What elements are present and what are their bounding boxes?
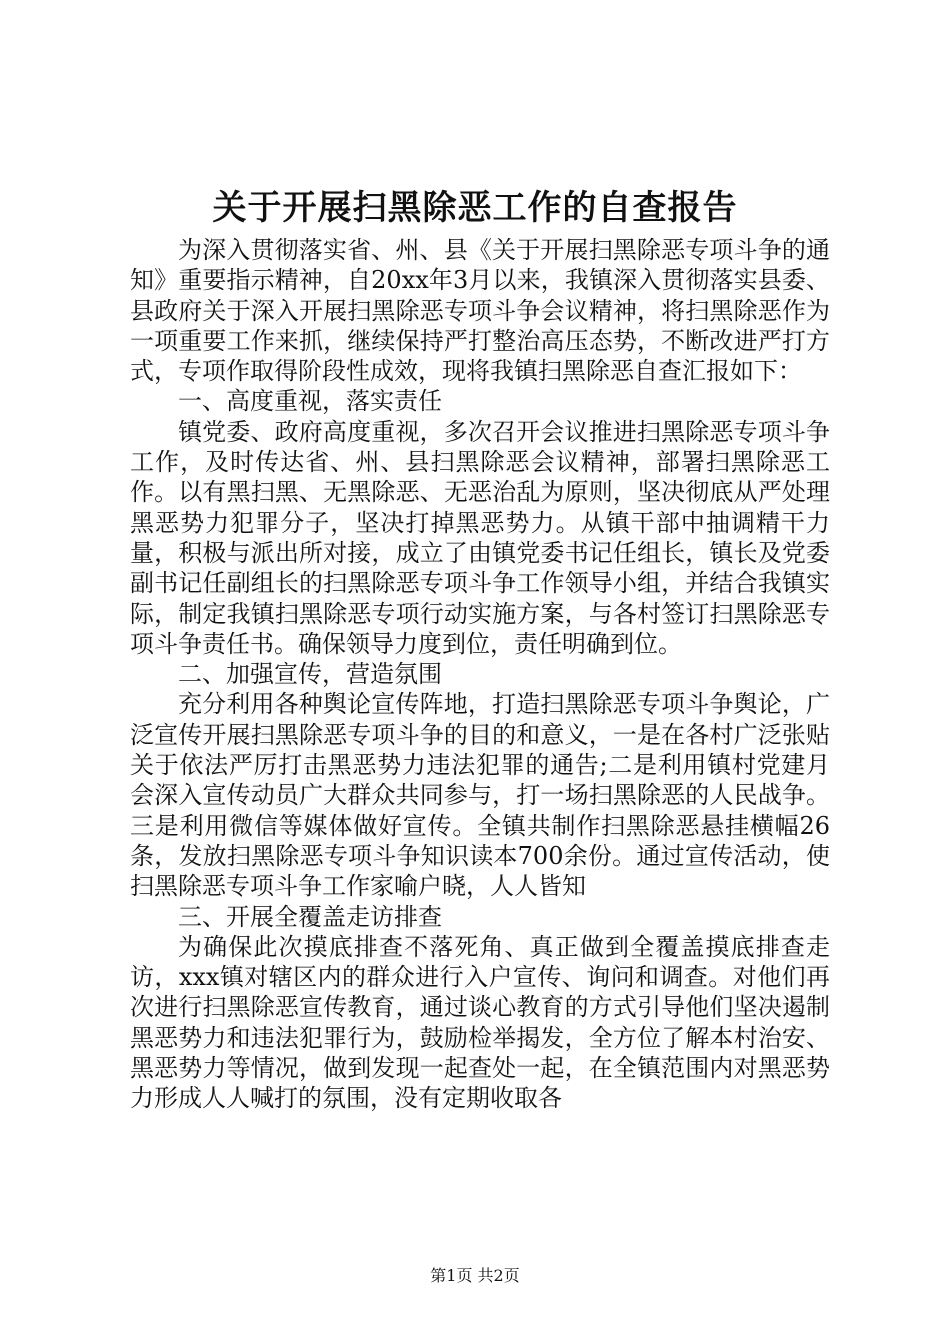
- document-body: [130, 235, 830, 1114]
- intro-paragraph: 为深入贯彻落实省、州、县《关于开展扫黑除恶专项斗争的通知》重要指示精神，自20xx年3月以来，我镇深入贯彻落实县委、县政府关于深入开展扫黑除恶专项斗争会议精神，将扫黑除恶作为一项重要工作来抓，继续保持严打整治高压态势，不断改进严打方式，专项作取得阶段性成效，现将我镇扫黑除恶自查汇报如下：: [130, 236, 830, 386]
- section-heading-3: 三、开展全覆盖走访排查: [178, 902, 442, 931]
- section-paragraph-1: 镇党委、政府高度重视，多次召开会议推进扫黑除恶专项斗争工作，及时传达省、州、县扫黑除恶会议精神，部署扫黑除恶工作。以有黑扫黑、无黑除恶、无恶治乱为原则，坚决彻底从严处理黑恶势力犯罪分子，坚决打掉黑恶势力。从镇干部中抽调精干力量，积极与派出所对接，成立了由镇党委书记任组长，镇长及党委副书记任副组长的扫黑除恶专项斗争工作领导小组，并结合我镇实际，制定我镇扫黑除恶专项行动实施方案，与各村签订扫黑除恶专项斗争责任书。确保领导力度到位，责任明确到位。: [130, 417, 830, 658]
- page-footer: 第1页 共2页: [430, 1266, 520, 1285]
- section-paragraph-3: 为确保此次摸底排查不落死角、真正做到全覆盖摸底排查走访，xxx镇对辖区内的群众进行入户宣传、询问和调查。对他们再次进行扫黑除恶宣传教育，通过谈心教育的方式引导他们坚决遏制黑恶势力和违法犯罪行为，鼓励检举揭发，全方位了解本村治安、黑恶势力等情况，做到发现一起查处一起，在全镇范围内对黑恶势力形成人人喊打的氛围，没有定期收取各: [130, 932, 830, 1113]
- document-title: 关于开展扫黑除恶工作的自查报告: [212, 188, 738, 228]
- section-heading-2: 二、加强宣传，营造氛围: [178, 660, 442, 689]
- section-paragraph-2: 充分利用各种舆论宣传阵地，打造扫黑除恶专项斗争舆论，广泛宣传开展扫黑除恶专项斗争的目的和意义，一是在各村广泛张贴关于依法严厉打击黑恶势力违法犯罪的通告;二是利用镇村党建月会深入宣传动员广大群众共同参与，打一场扫黑除恶的人民战争。三是利用微信等媒体做好宣传。全镇共制作扫黑除恶悬挂横幅26条，发放扫黑除恶专项斗争知识读本700余份。通过宣传活动，使扫黑除恶专项斗争工作家喻户晓，人人皆知: [130, 690, 830, 901]
- section-heading-1: 一、高度重视，落实责任: [178, 387, 442, 416]
